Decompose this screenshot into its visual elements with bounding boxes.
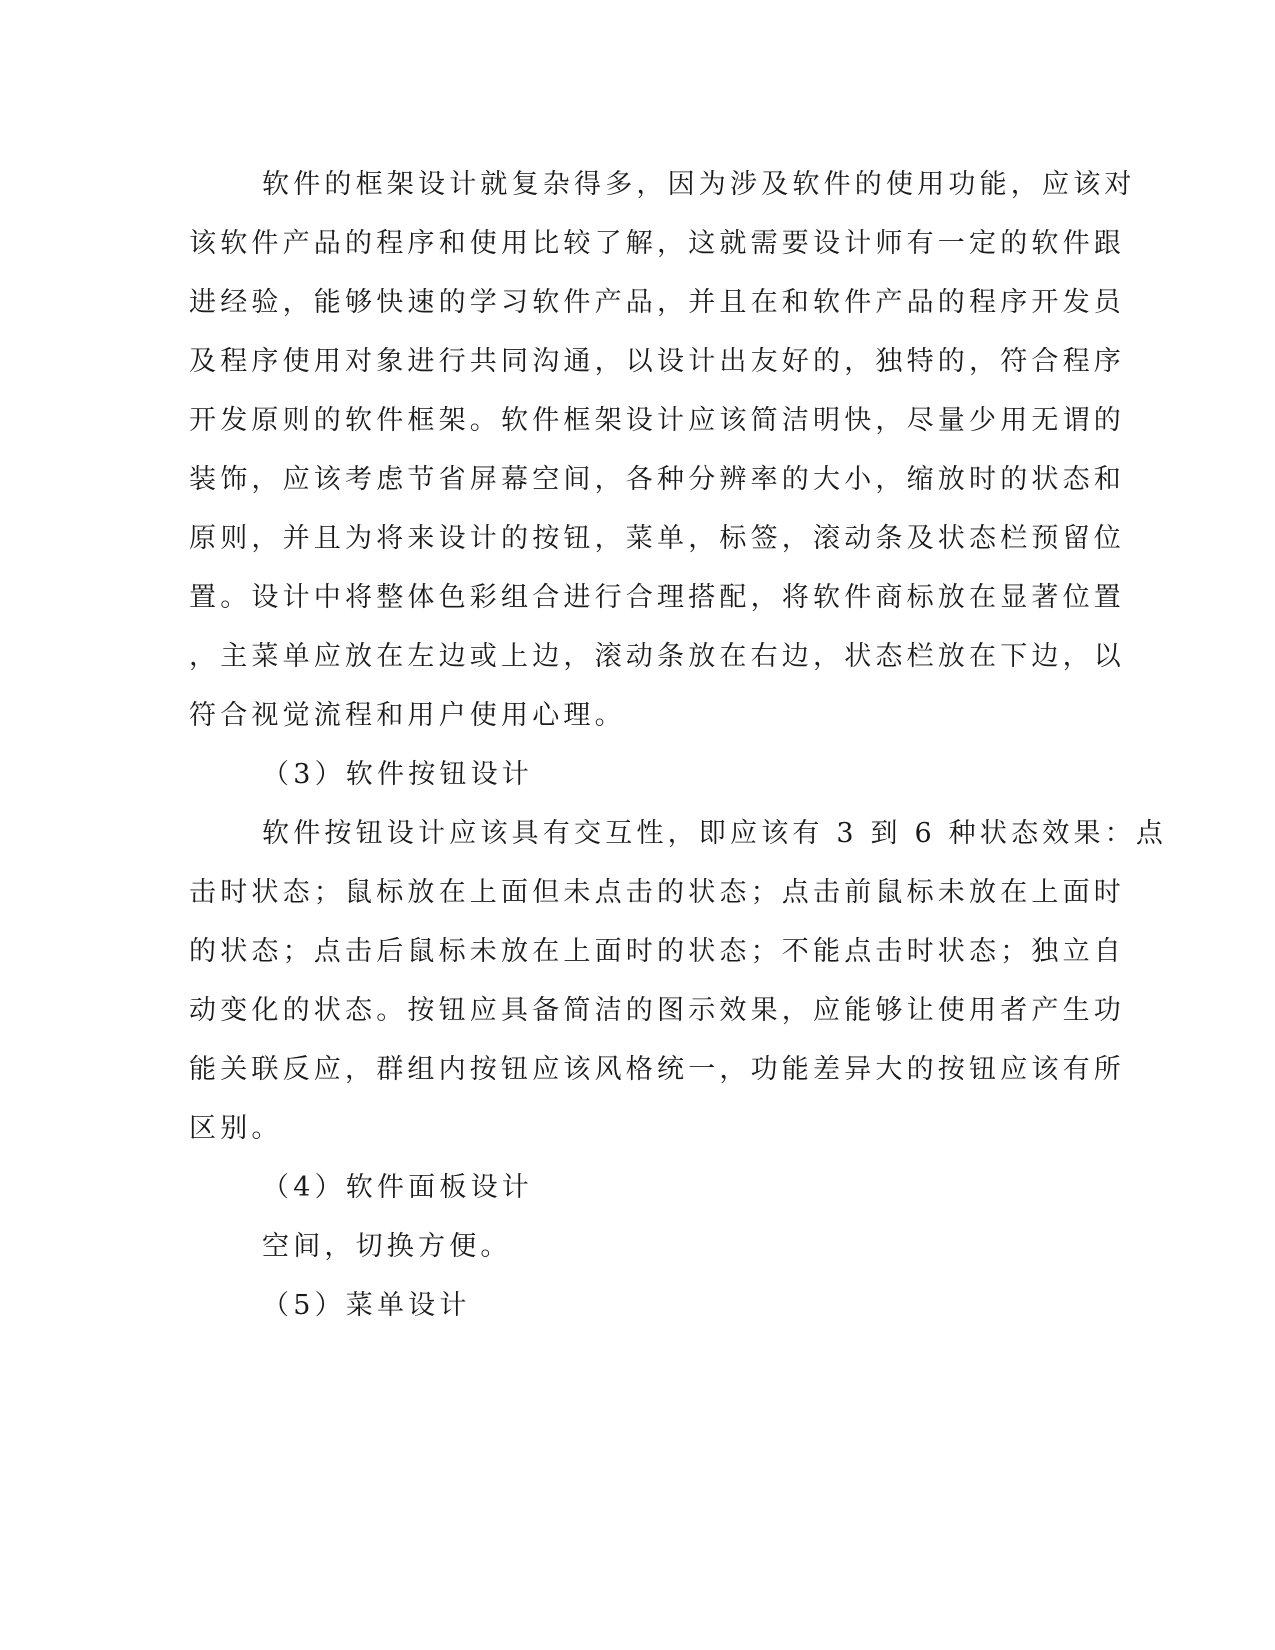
paragraph-1-line-4: 及程序使用对象进行共同沟通，以设计出友好的，独特的，符合程序: [189, 346, 1125, 377]
paragraph-2-line-6: 区别。: [189, 1113, 283, 1144]
paragraph-2-line-5: 能关联反应，群组内按钮应该风格统一，功能差异大的按钮应该有所: [189, 1054, 1125, 1085]
section-heading-3: （3）软件按钮设计: [262, 759, 533, 790]
paragraph-1-line-10: 符合视觉流程和用户使用心理。: [189, 700, 626, 731]
section-heading-5: （5）菜单设计: [262, 1290, 471, 1321]
paragraph-2-line-4: 动变化的状态。按钮应具备简洁的图示效果，应能够让使用者产生功: [189, 995, 1125, 1026]
paragraph-1-line-5: 开发原则的软件框架。软件框架设计应该简洁明快，尽量少用无谓的: [189, 405, 1125, 436]
paragraph-1-line-9: ，主菜单应放在左边或上边，滚动条放在右边，状态栏放在下边，以: [189, 641, 1125, 672]
paragraph-1-line-8: 置。设计中将整体色彩组合进行合理搭配，将软件商标放在显著位置: [189, 582, 1125, 613]
paragraph-2-line-3: 的状态；点击后鼠标未放在上面时的状态；不能点击时状态；独立自: [189, 936, 1125, 967]
paragraph-3-line-1: 空间，切换方便。: [262, 1231, 512, 1262]
paragraph-1-line-1: 软件的框架设计就复杂得多，因为涉及软件的使用功能，应该对: [262, 169, 1136, 200]
paragraph-1-line-3: 进经验，能够快速的学习软件产品，并且在和软件产品的程序开发员: [189, 287, 1125, 318]
paragraph-1-line-7: 原则，并且为将来设计的按钮，菜单，标签，滚动条及状态栏预留位: [189, 523, 1125, 554]
paragraph-2-line-2: 击时状态；鼠标放在上面但未点击的状态；点击前鼠标未放在上面时: [189, 877, 1125, 908]
section-heading-4: （4）软件面板设计: [262, 1172, 533, 1203]
paragraph-2-line-1: 软件按钮设计应该具有交互性，即应该有 3 到 6 种状态效果：点: [262, 818, 1168, 849]
paragraph-1-line-6: 装饰，应该考虑节省屏幕空间，各种分辨率的大小，缩放时的状态和: [189, 464, 1125, 495]
paragraph-1-line-2: 该软件产品的程序和使用比较了解，这就需要设计师有一定的软件跟: [189, 228, 1125, 259]
